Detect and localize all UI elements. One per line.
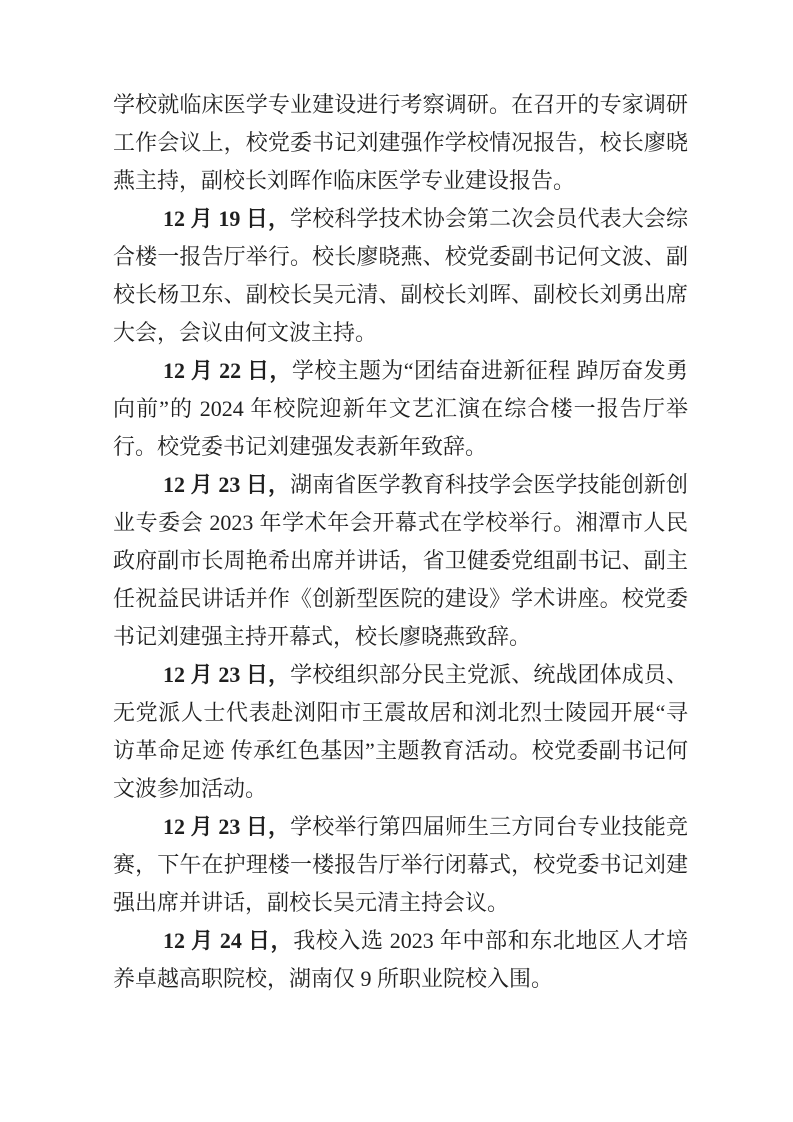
paragraph-date: 12 月 19 日， [163, 206, 291, 231]
paragraph-date: 12 月 23 日， [163, 472, 291, 497]
paragraph-text: 学校举行第四届师生三方同台专业技能竞赛，下午在护理楼一楼报告厅举行闭幕式，校党委书记刘建强出席并讲话，副校长吴元清主持会议。 [113, 814, 688, 915]
paragraph-date: 12 月 23 日， [163, 814, 291, 839]
paragraph-date: 12 月 24 日， [163, 928, 294, 953]
paragraph-text: 湖南省医学教育科技学会医学技能创新创业专委会 2023 年学术年会开幕式在学校举行。湘潭市人民政府副市长周艳希出席并讲话，省卫健委党组副书记、副主任祝益民讲话并作《创新型医院的建设》学术讲座。校党委书记刘建强主持开幕式，校长廖晓燕致辞。 [113, 472, 688, 649]
paragraph [113, 86, 688, 200]
paragraph-text: 我校入选 2023 年中部和东北地区人才培养卓越高职院校，湖南仅 9 所职业院校入围。 [113, 928, 688, 991]
paragraph-date: 12 月 23 日， [163, 662, 291, 687]
paragraph-text: 学校就临床医学专业建设进行考察调研。在召开的专家调研工作会议上，校党委书记刘建强作学校情况报告，校长廖晓燕主持，副校长刘晖作临床医学专业建设报告。 [113, 92, 688, 193]
page-body [113, 86, 688, 998]
paragraph [113, 808, 688, 922]
paragraph [113, 922, 688, 998]
paragraph-date: 12 月 22 日， [163, 358, 292, 383]
paragraph [113, 200, 688, 352]
paragraph-text: 学校科学技术协会第二次会员代表大会综合楼一报告厅举行。校长廖晓燕、校党委副书记何文波、副校长杨卫东、副校长吴元清、副校长刘晖、副校长刘勇出席大会，会议由何文波主持。 [113, 206, 688, 345]
paragraph-text: 学校主题为“团结奋进新征程 踔厉奋发勇向前”的 2024 年校院迎新年文艺汇演在综合楼一报告厅举行。校党委书记刘建强发表新年致辞。 [113, 358, 688, 459]
paragraph [113, 466, 688, 656]
paragraph-text: 学校组织部分民主党派、统战团体成员、无党派人士代表赴浏阳市王震故居和浏北烈士陵园开展“寻访革命足迹 传承红色基因”主题教育活动。校党委副书记何文波参加活动。 [113, 662, 688, 801]
paragraph [113, 352, 688, 466]
paragraph [113, 656, 688, 808]
